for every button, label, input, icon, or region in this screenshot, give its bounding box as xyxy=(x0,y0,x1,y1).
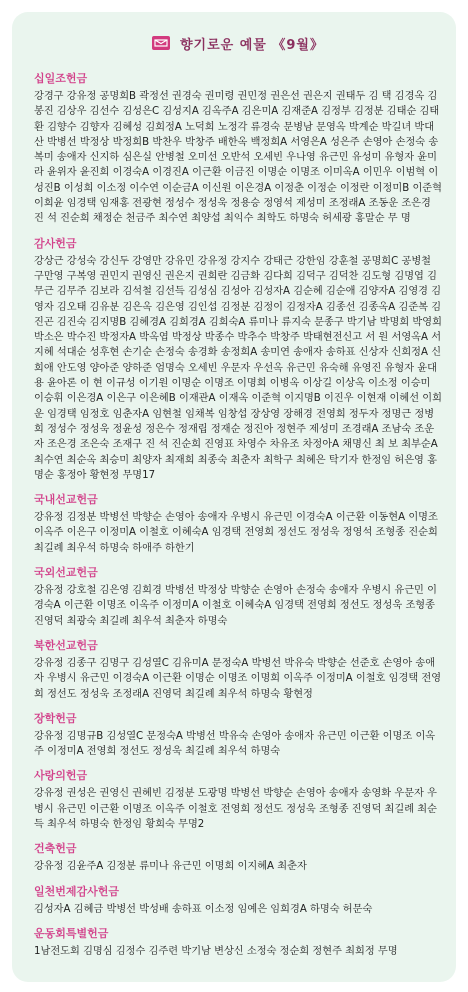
section-title: 국내선교헌금 xyxy=(34,493,98,507)
page-title: 향기로운 예물 《9월》 xyxy=(179,37,324,53)
offering-sections xyxy=(34,70,442,959)
section-title: 국외선교헌금 xyxy=(34,566,98,580)
donor-names: 강유정 김정분 박병선 박향순 손영아 송애자 우병시 유근민 이경숙A 이근환 이동현A 이명조 이옥주 이은구 이정미A 이철호 이혜숙A 임경택 전영희 정선도 정성욱 정영석 조형종 진순희 최길례 최우석 하명숙 하애주 하한기 xyxy=(34,512,438,554)
offering-section xyxy=(34,710,442,760)
offering-section xyxy=(34,235,442,483)
section-title: 건축헌금 xyxy=(34,842,77,856)
section-title: 감사헌금 xyxy=(34,236,77,250)
offering-section xyxy=(34,564,442,629)
ribbon-icon xyxy=(152,36,170,50)
title-bar xyxy=(34,30,442,56)
donor-names: 강경구 강유정 공명희B 곽정선 권경숙 권미령 권민정 권은선 권은지 권태두 김 택 김경옥 김봉진 김상우 김선수 김성은C 김성지A 김옥주A 김은미A 김재준A 김정부 김정분 김태순 김태환 김향수 김향자 김혜성 김희정A 노덕희 노정각 류경숙 문병남 문영옥 박계순 박길녀 박대산 박병선 박정상 박정희B 박찬우 박창주 배한옥 백정희A 서영은A 성은주 손영아 손정숙 송복미 송애자 신지하 심은실 안병철 오미선 오반석 오세빈 우나영 유근민 유성미 유형자 윤미라 윤위자 윤진희 이경숙A 이경진A 이근환 이금진 이명순 이명조 이미옥A 이민우 이범혁 이성진B 이성희 이소정 이수연 이순금A 이신원 이은경A 이정춘 이정순 이정란 이정미B 이준혁 이희윤 임경택 임재홍 전광현 정성수 정성욱 정용승 정영석 제성미 조정래A 조동운 조은경 진 석 진순희 채정순 천금주 최수연 최양섭 최익수 최학도 하명숙 허세광 홍말순 무 명 xyxy=(34,91,442,225)
section-title: 사랑의헌금 xyxy=(34,769,88,783)
section-title: 운동회특별헌금 xyxy=(34,926,109,940)
offering-section xyxy=(34,491,442,556)
offering-section xyxy=(34,883,442,917)
donor-names: 강유정 김종구 김명구 김성열C 김유미A 문정숙A 박병선 박유숙 박향순 선준호 손영아 송애자 우병시 유근민 이경숙A 이근환 이명순 이명조 이명희 이옥주 이정미A 이철호 임경택 전영희 정선도 정성욱 조정래A 진영덕 최길례 최우석 하명숙 황현정 xyxy=(34,657,442,700)
offering-panel xyxy=(12,12,456,982)
section-title: 십일조헌금 xyxy=(34,72,88,85)
offering-section xyxy=(34,840,442,874)
donor-names: 강유정 김윤주A 김정분 류미나 유근민 이명희 이지혜A 최춘자 xyxy=(34,861,307,873)
donor-names: 김성자A 김혜금 박병선 박성배 송하표 이소정 임예은 임희경A 하명숙 허문숙 xyxy=(34,903,373,915)
section-title: 장학헌금 xyxy=(34,711,77,725)
title-box xyxy=(152,34,324,53)
section-title: 북한선교헌금 xyxy=(34,638,98,652)
donor-names: 1남전도회 김명심 김정수 김주련 박기남 변상신 소정숙 정순희 정현주 최희정 무명 xyxy=(34,945,398,957)
donor-names: 강유정 김명규B 김성열C 문정숙A 박병선 박유숙 손영아 송애자 유근민 이근환 이명조 이옥주 이정미A 전영희 정선도 정성욱 최길례 최우석 하명숙 xyxy=(34,730,436,758)
offering-section xyxy=(34,767,442,832)
donor-names: 강유정 권성은 권영신 권혜빈 김정분 도광명 박병선 박향순 손영아 송애자 송영화 우문자 우병시 유근민 이근환 이명조 이옥주 이철호 전영희 정선도 정성욱 조형종 진영덕 최길례 최순득 최우석 하명숙 한정임 황희숙 무명2 xyxy=(34,788,437,830)
offering-section xyxy=(34,70,442,227)
offering-section xyxy=(34,637,442,702)
donor-names: 강유정 강호철 김은영 김희경 박병선 박정상 박향순 손영아 손정숙 송애자 우병시 유근민 이경숙A 이근환 이명조 이옥주 이정미A 이철호 이혜숙A 임경택 전영희 정선도 정성욱 조형종 진영덕 최광숙 최길례 최우석 최춘자 하명숙 xyxy=(34,585,437,627)
offering-section xyxy=(34,925,442,959)
section-title: 일천번제감사헌금 xyxy=(34,884,120,898)
donor-names: 강상근 강성숙 강신두 강영만 강유민 강유정 강지수 강태근 강한임 강훈철 공명희C 공병철 구만영 구복영 권민지 권영신 권은지 권희란 김금화 김다희 김덕구 김덕찬 김도형 김명엽 김무근 김무주 김보라 김석철 김선득 김성심 김성아 김성자A 김순혜 김순애 김양자A 김영경 김영자 김오태 김유분 김은옥 김은영 김인섭 김정분 김정이 김정자A 김종선 김종옥A 김준복 김진곤 김진숙 김지명B 김혜경A 김희경A 김희숙A 류미나 류지숙 문종구 박기남 박명희 박영희 박소은 박수진 박정자A 박옥엽 박정상 박종수 박추수 박창주 박태현전신고 서 원 서영옥A 서지혜 석대순 성후현 손기순 손정숙 송경화 송정희A 송미연 송애자 송하표 신상자 신희정A 신희애 안도영 양아준 양하준 엄명숙 오세빈 우문자 우선옥 유근민 유숙해 유영진 유형자 윤대용 윤아론 이 현 이규성 이기원 이명순 이명조 이명희 이병옥 이상길 이상옥 이소정 이승미 이승휘 이은경A 이은구 이은혜B 이재관A 이재옥 이준혁 이지명B 이진우 이현재 이혜선 이희운 임경택 임정호 임춘자A 임현철 임채복 임창섭 장상영 장해경 전영희 정두자 정명근 정병희 정성수 정성욱 정윤성 정은수 정재립 정재순 정진아 정현주 제성미 조경래A 조남숙 조운자 조은경 조은숙 조재구 진 석 진순희 진영표 차영수 차유조 차정아A 채명신 최 보 최부순A 최수연 최순옥 최승미 최양자 최재희 최종숙 최춘자 최학구 최혜은 탁기자 한정임 허은영 홍명순 홍정아 황현정 무명17 xyxy=(34,255,442,481)
